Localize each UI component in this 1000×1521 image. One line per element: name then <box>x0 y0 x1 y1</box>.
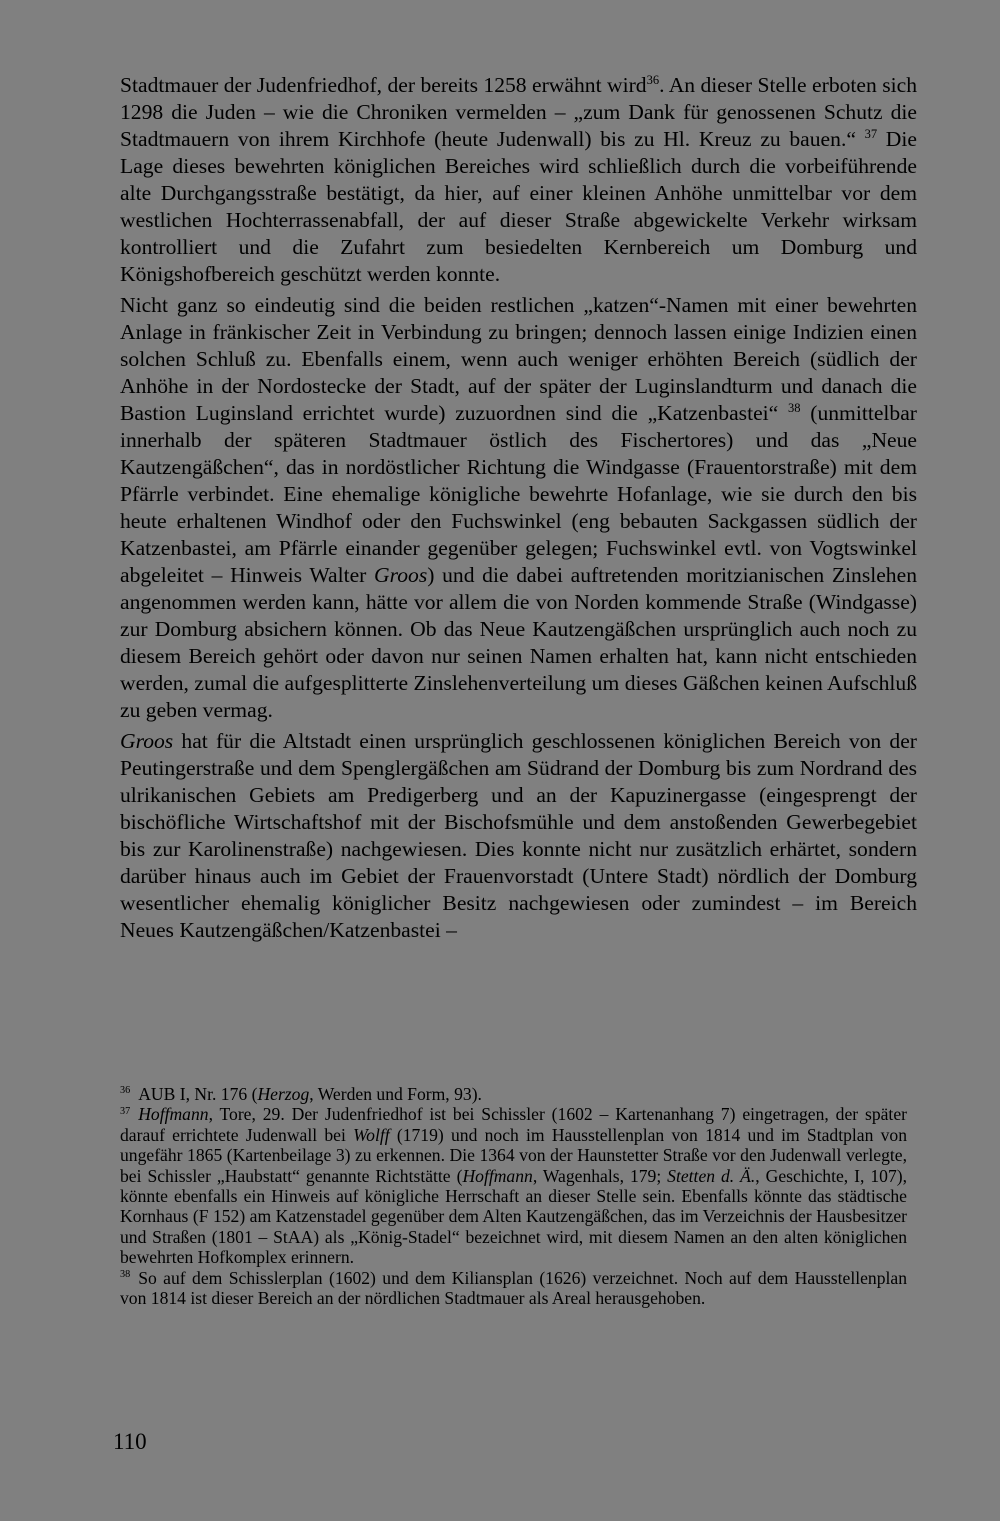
text-run: , Werden und Form, 93). <box>309 1084 482 1104</box>
author-name: Herzog <box>257 1084 310 1104</box>
page-number: 110 <box>113 1429 147 1454</box>
text-run: Die Lage dieses bewehrten königlichen Bereiches wird schließlich durch die vorbeiführende alte Durchgangsstraße bestätigt, da hier, auf einer kleinen Anhöhe unmittelbar vor dem westlichen Hochterrassenabfall, der auf dieser Straße abgewickelte Verkehr wirksam kontrolliert und die Zufahrt zum besiedelten Kernbereich um Domburg und Königshofbereich geschützt werden konnte. <box>120 127 917 286</box>
text-run: . An dieser Stelle erboten sich 1298 die Juden – wie die Chroniken vermelden – „zum Dank für genossenen Schutz die Stadtmauern von ihrem Kirchhofe (heute Judenwall) bis zu Hl. Kreuz zu bauen.“ <box>120 73 917 151</box>
footnote-38 <box>120 1268 907 1309</box>
author-name: Groos <box>374 563 428 587</box>
footnote-ref-36: 36 <box>646 72 660 87</box>
text-run: (unmittelbar innerhalb der späteren Stadtmauer östlich des Fischertores) und das „Neue Kautzengäßchen“, das in nordöstlicher Richtung die Windgasse (Frauentorstraße) mit dem Pfärrle verbindet. Eine ehemalige königliche bewehrte Hofanlage, wie sie durch den bis heute erhaltenen Windhof oder den Fuchswinkel (eng bebauten Sackgassen südlich der Katzenbastei, am Pfärrle einander gegenüber gelegen; Fuchswinkel evtl. von Vogtswinkel abgeleitet – Hinweis Walter <box>120 401 917 587</box>
author-name: Stetten d. Ä. <box>667 1165 756 1186</box>
footnote-36 <box>120 1084 907 1104</box>
text-run: Stadtmauer der Judenfriedhof, der bereits 1258 erwähnt wird <box>120 73 647 97</box>
text-run: , Wagenhals, 179; <box>532 1165 668 1186</box>
footnote-number: 36 <box>120 1085 131 1097</box>
footnote-number: 38 <box>120 1268 131 1280</box>
text-run: Nicht ganz so eindeutig sind die beiden restlichen „katzen“-Namen mit einer bewehrten Anlage in fränkischer Zeit in Verbindung zu bringen; dennoch lassen einige Indizien einen solchen Schluß zu. Ebenfalls einem, wenn auch weniger erhöhten Bereich (südlich der Anhöhe in der Nordostecke der Stadt, auf der später der Luginslandturm und danach die Bastion Luginsland errichtet wurde) zuzuordnen sind die „Katzenbastei“ <box>120 293 917 425</box>
author-name: Hoffmann <box>138 1104 209 1125</box>
footnote-number: 37 <box>120 1105 131 1117</box>
footnotes <box>120 1084 907 1308</box>
paragraph-1 <box>120 72 917 288</box>
paragraph-2 <box>120 292 917 724</box>
paragraph-3 <box>120 728 917 944</box>
text-run: AUB I, Nr. 176 ( <box>138 1084 258 1104</box>
footnote-ref-38: 38 <box>788 400 801 415</box>
author-name: Wolff <box>353 1124 390 1145</box>
text-run: So auf dem Schisslerplan (1602) und dem Kiliansplan (1626) verzeichnet. Noch auf dem Hausstellenplan von 1814 ist dieser Bereich an der nördlichen Stadtmauer als Areal herausgehoben. <box>120 1267 907 1309</box>
text-run: hat für die Altstadt einen ursprünglich geschlossenen königlichen Bereich von der Peutingerstraße und dem Spenglergäßchen am Südrand der Domburg bis zum Nordrand des ulrikanischen Gebiets am Predigerberg und an der Kapuzinergasse (eingesprengt der bischöfliche Wirtschaftshof mit der Bischofsmühle und dem anstoßenden Gewerbegebiet bis zur Karolinenstraße) nachgewiesen. Dies konnte nicht nur zusätzlich erhärtet, sondern darüber hinaus auch im Gebiet der Frauenvorstadt (Untere Stadt) nördlich der Domburg wesentlicher ehemalig königlicher Besitz nachgewiesen oder zumindest – im Bereich Neues Kautzengäßchen/Katzenbastei – <box>120 729 917 942</box>
author-name: Groos <box>120 729 174 753</box>
footnote-37 <box>120 1104 907 1267</box>
author-name: Hoffmann <box>462 1165 533 1186</box>
text-run: (1719) und noch im Hausstellenplan von 1814 und im Stadtplan von ungefähr 1865 (Kartenbeilage 3) zu erkennen. Die 1364 von der Haunstetter Straße vor den Judenwall verlegte, bei Schissler „Haubstatt“ genannte Richtstätte ( <box>120 1124 907 1186</box>
footnote-ref-37: 37 <box>864 126 878 141</box>
text-run: ) und die dabei auftretenden moritzianischen Zinslehen angenommen werden kann, hätte vor allem die von Norden kommende Straße (Windgasse) zur Domburg absichern können. Ob das Neue Kautzengäßchen ursprünglich auch noch zu diesem Bereich gehört oder davon nur seinen Namen erhalten hat, kann nicht entschieden werden, zumal die aufgesplitterte Zinslehenverteilung um dieses Gäßchen keinen Aufschluß zu geben vermag. <box>120 563 917 722</box>
text-run: , Geschichte, I, 107), könnte ebenfalls ein Hinweis auf königliche Herrschaft an dieser Stelle sein. Ebenfalls könnte das städtische Kornhaus (F 152) am Katzenstadel gegenüber dem Alten Kautzengäßchen, das im Verzeichnis der Hausbesitzer und Straßen (1801 – StAA) als „König-Stadel“ bezeichnet wird, mit diesem Namen an den alten königlichen bewehrten Hofkomplex erinnern. <box>120 1165 908 1268</box>
text-run: , Tore, 29. Der Judenfriedhof ist bei Schissler (1602 – Kartenanhang 7) eingetragen, der später darauf errichtete Judenwall bei <box>120 1104 907 1145</box>
main-text <box>120 72 917 944</box>
